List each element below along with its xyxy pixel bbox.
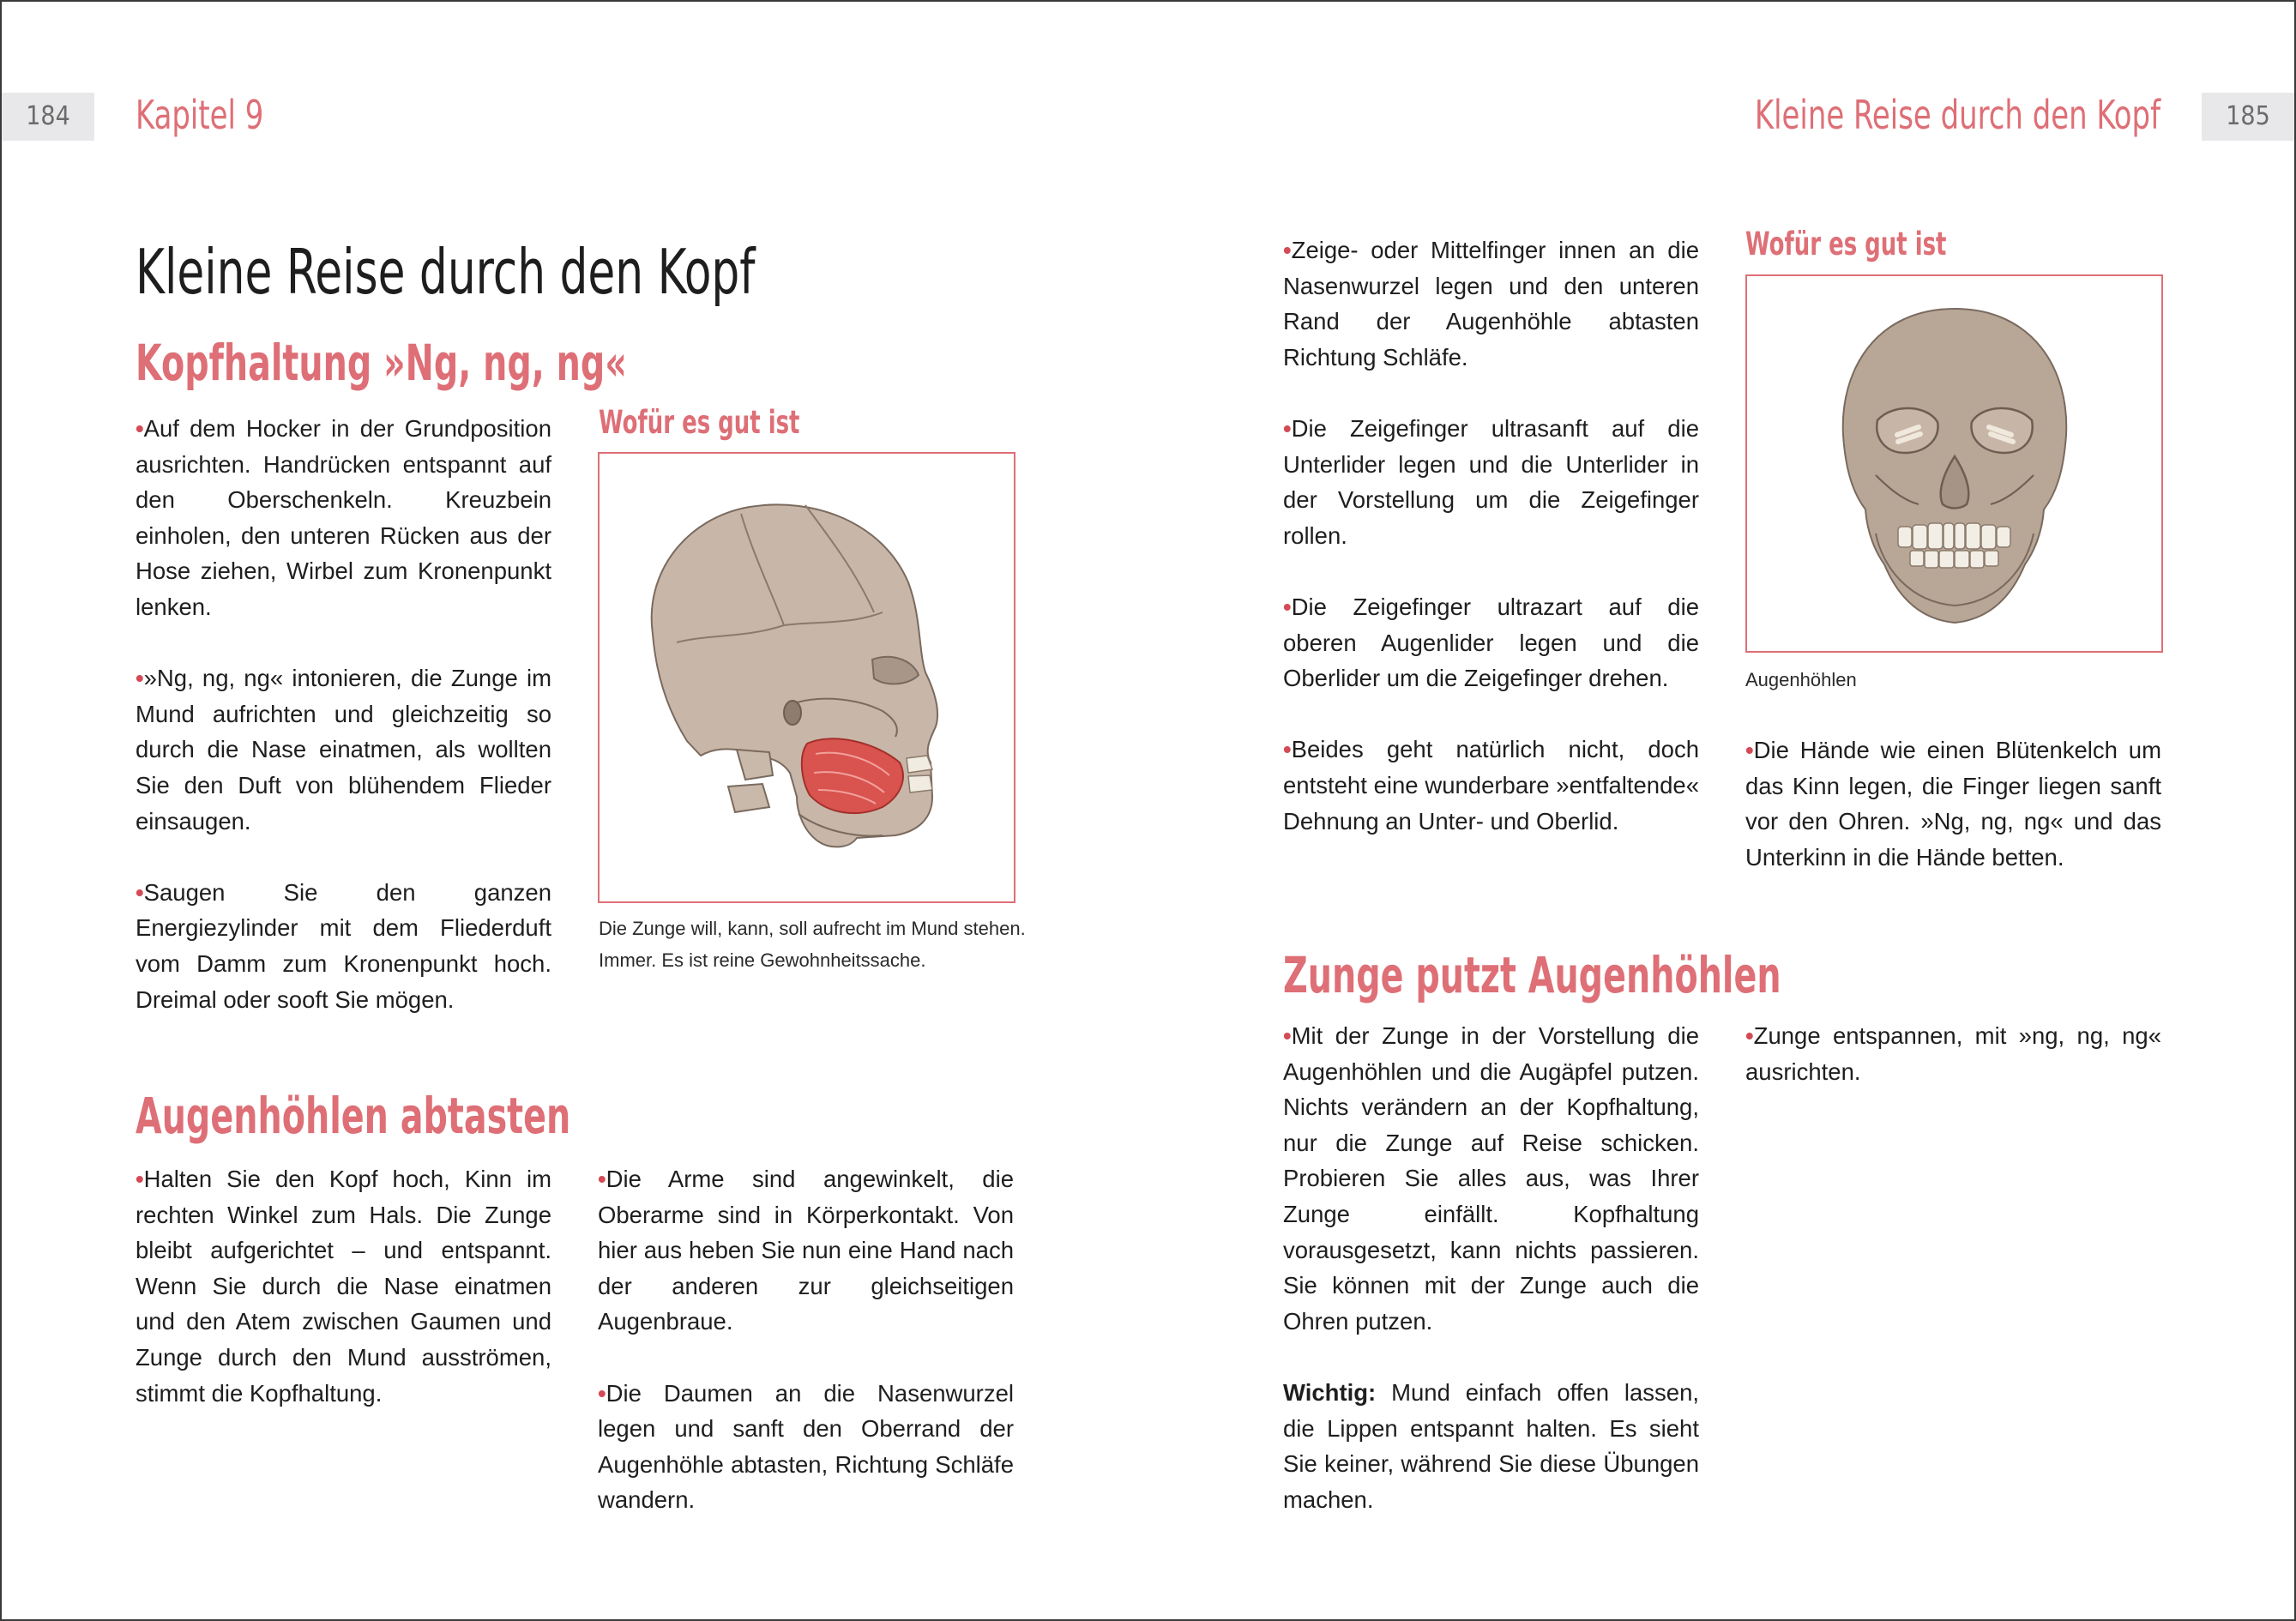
section2-col1 (136, 1161, 551, 1447)
skull-side-illustration (600, 454, 1014, 901)
bullet-dot: • (1283, 736, 1292, 763)
bullet-item: •Die Zeigefinger ultrazart auf die oberen Augenlider legen und die Oberlider um die Zeigefinger drehen. (1283, 593, 1699, 692)
section-heading-kopfhaltung: Kopfhaltung »Ng, ng, ng« (136, 334, 627, 392)
bullet-item: •Mit der Zunge in der Vorstellung die Augenhöhlen und die Augäpfel putzen. Nichts verändern an der Kopfhaltung, nur die Zunge auf Reise schicken. Probieren Sie alles aus, was Ihrer Zunge einfällt. Kopfhaltung vorausgesetzt, kann nichts passieren. Sie können mit der Zunge auch die Ohren putzen. (1283, 1022, 1699, 1335)
skull-front-illustration (1747, 276, 2161, 651)
skull-front-figure (1745, 274, 2163, 653)
skull-side-figure (598, 452, 1015, 903)
bullet-item: •Auf dem Hocker in der Grundposition ausrichten. Handrücken entspannt auf den Oberschenkeln. Kreuzbein einholen, den unteren Rücken aus der Hose ziehen, Wirbel zum Kronenpunkt lenken. (136, 415, 551, 620)
page-number-left: 184 (2, 93, 94, 141)
bullet-dot: • (1283, 237, 1292, 263)
page-number-right: 185 (2202, 93, 2294, 141)
figure-label-left: Wofür es gut ist (599, 404, 800, 441)
bullet-item: •Zunge entspannen, mit »ng, ng, ng« ausrichten. (1745, 1022, 2161, 1085)
section-heading-augenhoehlen-abtasten: Augenhöhlen abtasten (136, 1087, 571, 1145)
bullet-dot: • (1745, 1022, 1754, 1049)
bullet-dot: • (1283, 593, 1292, 620)
bullet-dot: • (1745, 737, 1754, 763)
bullet-item: •Saugen Sie den ganzen Energiezylinder mit dem Fliederduft vom Damm zum Kronenpunkt hoch. Dreimal oder sooft Sie mögen. (136, 878, 551, 1013)
bullet-dot: • (136, 665, 144, 692)
section-heading-zunge-putzt: Zunge putzt Augenhöhlen (1283, 946, 1781, 1004)
figure-label-right: Wofür es gut ist (1745, 226, 1947, 262)
bullet-item: •Halten Sie den Kopf hoch, Kinn im rechten Winkel zum Hals. Die Zunge bleibt aufgerichtet – und entspannt. Wenn Sie durch die Nase einatmen und den Atem zwischen Gaumen und Zunge durch den Mund ausströmen, stimmt die Kopfhaltung. (136, 1166, 551, 1407)
bullet-item: •Zeige- oder Mittelfinger innen an die Nasenwurzel legen und den unteren Rand der Augenhöhle abtasten Richtung Schläfe. (1283, 237, 1699, 371)
important-label: Wichtig: (1283, 1378, 1377, 1406)
section2-col2 (598, 1161, 1014, 1554)
bullet-item: •Die Zeigefinger ultrasanft auf die Unterlider legen und die Unterlider in der Vorstellung um die Zeigefinger rollen. (1283, 414, 1699, 549)
figure-caption-left: Die Zunge will, kann, soll aufrecht im Mund stehen. Immer. Es ist reine Gewohnheitssache. (599, 918, 1026, 971)
important-note: Wichtig: Mund einfach offen lassen, die Lippen entspannt halten. Es sieht Sie keiner, während Sie diese Übungen machen. (1283, 1378, 1700, 1513)
right-figure-text (1745, 732, 2161, 911)
bullet-dot: • (136, 878, 144, 906)
section1-text-column (136, 411, 551, 1053)
bullet-item: •Die Arme sind angewinkelt, die Oberarme sind in Körperkontakt. Von hier aus heben Sie nun eine Hand nach der anderen zur gleichseitigen Augenbraue. (598, 1166, 1014, 1335)
bullet-dot: • (136, 415, 144, 442)
bullet-item: •Die Daumen an die Nasenwurzel legen und sanft den Oberrand der Augenhöhle abtasten, Richtung Schläfe wandern. (598, 1379, 1014, 1514)
bullet-item: •»Ng, ng, ng« intonieren, die Zunge im Mund aufrichten und gleichzeitig so durch die Nase einatmen, als wollten Sie den Duft von blühendem Flieder einsaugen. (136, 665, 551, 835)
figure-caption-right: Augenhöhlen (1745, 669, 1857, 690)
page-title: Kleine Reise durch den Kopf (136, 236, 756, 308)
running-head-right: Kleine Reise durch den Kopf (1754, 92, 2160, 138)
bullet-item: •Beides geht natürlich nicht, doch entsteht eine wunderbare »entfaltende« Dehnung an Unter- und Oberlid. (1283, 736, 1699, 835)
bullet-dot: • (1283, 1022, 1292, 1049)
section3-col1 (1283, 1018, 1699, 1553)
right-page-col1 (1283, 232, 1699, 875)
bullet-dot: • (598, 1379, 606, 1407)
bullet-dot: • (598, 1166, 606, 1192)
bullet-dot: • (136, 1166, 144, 1192)
bullet-item: •Die Hände wie einen Blütenkelch um das Kinn legen, die Finger liegen sanft vor den Ohren. »Ng, ng, ng« und das Unterkinn in die Hände betten. (1745, 737, 2161, 871)
running-head-left: Kapitel 9 (136, 92, 264, 138)
bullet-dot: • (1283, 414, 1292, 442)
section3-col2 (1745, 1018, 2161, 1125)
